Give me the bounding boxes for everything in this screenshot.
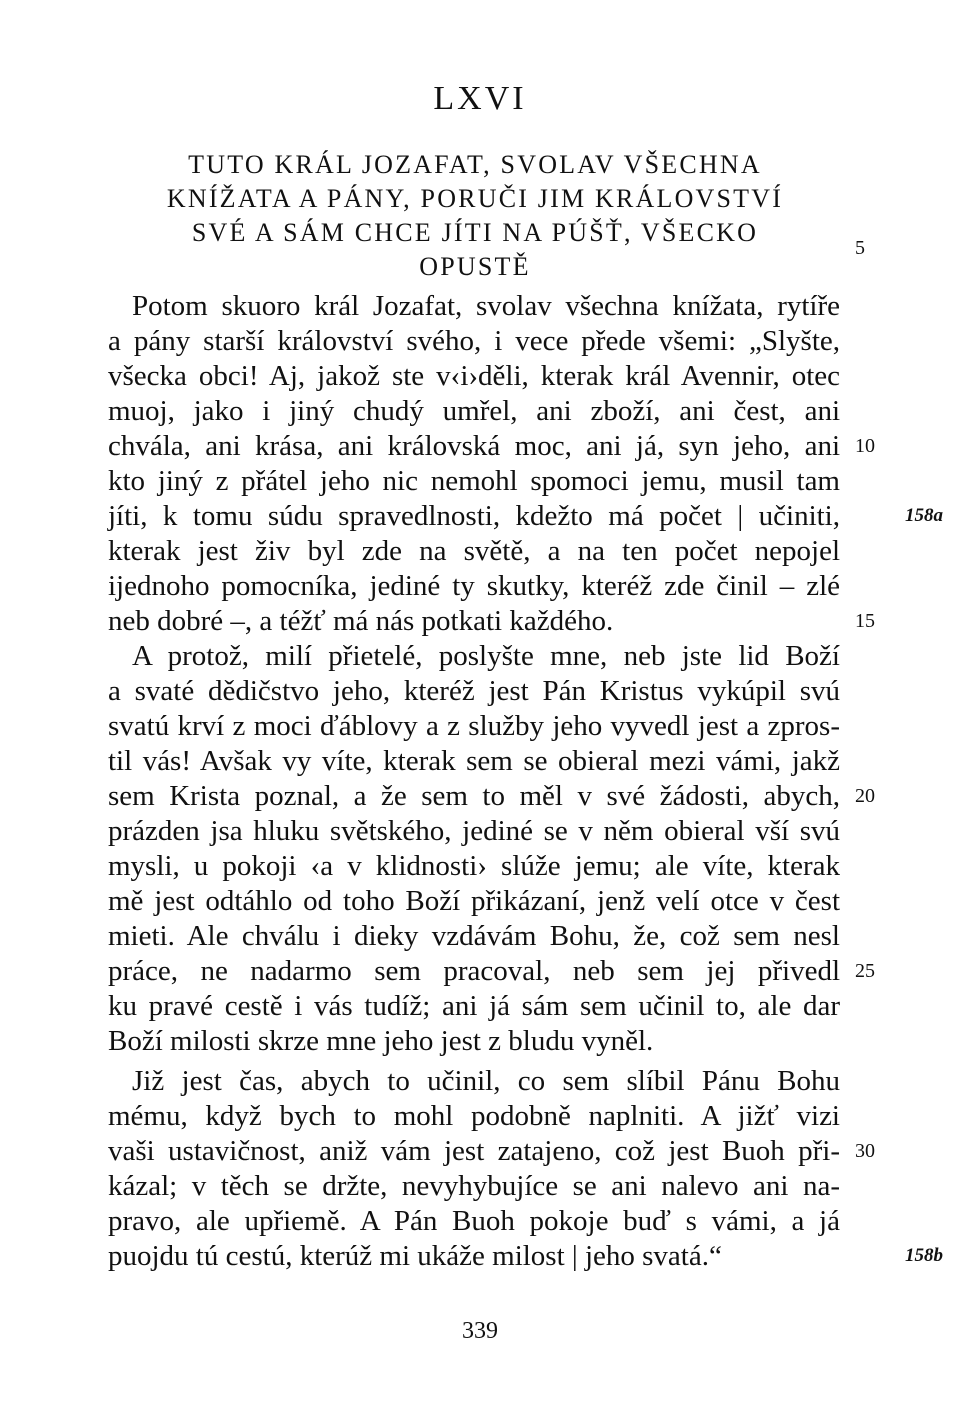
page-number: 339 <box>462 1318 498 1344</box>
text-line: Potom skuoro král Jozafat, svolav všechna knížata, rytíře <box>132 290 840 322</box>
text-line: mě jest odtáhlo od toho Boží přikázaní, jenž velí otce v čest <box>108 885 840 917</box>
text-line: pravo, ale upřiemě. A Pán Buoh pokoje buď s vámi, a já <box>108 1205 840 1237</box>
text-line: prázden jsa hluku světského, jediné se v něm obieral vší svú <box>108 815 840 847</box>
chapter-heading <box>110 148 840 284</box>
text-line: všecka obci! Aj, jakož ste v‹i›děli, kterak král Avennir, otec <box>108 360 840 392</box>
text-line: vaši ustavičnost, aniž vám jest zatajeno, což jest Buoh při- <box>108 1135 840 1167</box>
line-number: 20 <box>855 785 875 807</box>
chapter-number: LXVI <box>433 80 527 117</box>
text-line: kterak jest živ byl zde na světě, a na ten počet nepojel <box>108 535 840 567</box>
text-line: ijednoho pomocníka, jediné ty skutky, kteréž zde činil – zlé <box>108 570 840 602</box>
line-number: 15 <box>855 610 875 632</box>
text-line: kázal; v těch se držte, nevyhybujíce se ani nalevo ani na- <box>108 1170 840 1202</box>
text-line: sem Krista poznal, a že sem to měl v své žádosti, abych, <box>108 780 840 812</box>
text-line: A protož, milí přietelé, poslyšte mne, neb jste lid Boží <box>132 640 840 672</box>
heading-line: TUTO KRÁL JOZAFAT, SVOLAV VŠECHNA <box>188 150 762 179</box>
text-line: puojdu tú cestú, kterúž mi ukáže milost | jeho svatá.“ <box>108 1240 722 1272</box>
text-line: Již jest čas, abych to učinil, co sem slíbil Pánu Bohu <box>132 1065 840 1097</box>
text-line: mému, když bych to mohl podobně naplniti. A jižť vizi <box>108 1100 840 1132</box>
text-line: til vás! Avšak vy víte, kterak sem se obieral mezi vámi, jakž <box>108 745 840 777</box>
heading-line: KNÍŽATA A PÁNY, PORUČI JIM KRÁLOVSTVÍ <box>166 184 784 213</box>
text-line: kto jiný z přátel jeho nic nemohl spomoci jemu, musil tam <box>108 465 840 497</box>
text-line: neb dobré –, a téžť má nás potkati každého. <box>108 605 614 637</box>
text-line: mieti. Ale chválu i dieky vzdávám Bohu, že, což sem nesl <box>108 920 840 952</box>
text-line: jíti, k tomu súdu spravedlnosti, kdežto má počet | učiniti, <box>108 500 840 532</box>
line-number: 30 <box>855 1140 875 1162</box>
folio-marker: 158b <box>905 1245 943 1266</box>
line-number: 5 <box>855 237 865 259</box>
line-number: 10 <box>855 435 875 457</box>
text-line: svatú krví z moci ďáblovy a z služby jeho vyvedl jest a zpros- <box>108 710 840 742</box>
text-line: a pány starší království svého, i vece přede všemi: „Slyšte, <box>108 325 840 357</box>
text-line: a svaté dědičstvo jeho, kteréž jest Pán Kristus vykúpil svú <box>108 675 840 707</box>
text-line: Boží milosti skrze mne jeho jest z bludu vyněl. <box>108 1025 654 1057</box>
heading-line: OPUSTĚ <box>419 252 531 281</box>
text-line: práce, ne nadarmo sem pracoval, neb sem jej přivedl <box>108 955 840 987</box>
text-line: mysli, u pokoji ‹a v klidnosti› slúže jemu; ale víte, kterak <box>108 850 840 882</box>
folio-marker: 158a <box>905 505 943 526</box>
text-line: chvála, ani krása, ani královská moc, ani já, syn jeho, ani <box>108 430 840 462</box>
heading-line: SVÉ A SÁM CHCE JÍTI NA PÚŠŤ, VŠECKO <box>191 218 759 247</box>
line-number: 25 <box>855 960 875 982</box>
text-line: ku pravé cestě i vás tudíž; ani já sám sem učinil to, ale dar <box>108 990 840 1022</box>
text-line: muoj, jako i jiný chudý umřel, ani zboží, ani čest, ani <box>108 395 840 427</box>
